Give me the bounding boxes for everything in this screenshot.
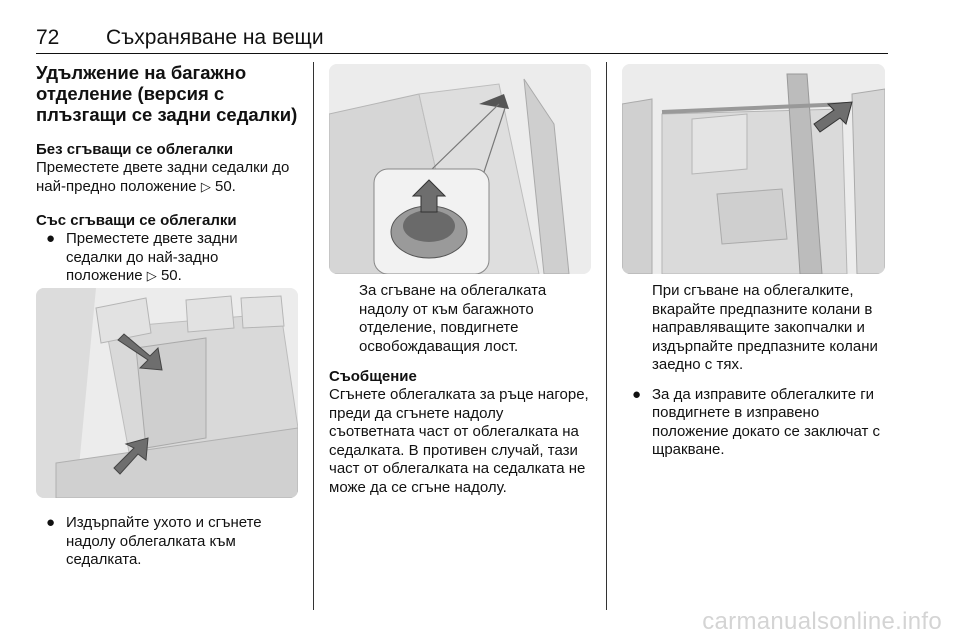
triangle-arrow-icon: ▷ — [146, 268, 157, 283]
column-divider — [313, 62, 314, 610]
page-title: Съхраняване на вещи — [106, 26, 324, 49]
column-1 — [36, 62, 298, 286]
column-3-text — [622, 282, 888, 460]
rear-seat-illustration — [36, 288, 298, 498]
note-heading: Съобщение — [329, 368, 417, 385]
section-heading: Удължение на багажно отделение (версия с плъзгащи се задни седалки) — [36, 62, 298, 125]
bullet-icon: ● — [46, 514, 56, 531]
column-2-text — [329, 282, 591, 497]
bullet-icon: ● — [46, 230, 56, 247]
column-1-bottom — [36, 514, 298, 570]
page-number: 72 — [36, 26, 60, 49]
watermark: carmanualsonline.info — [702, 608, 942, 635]
triangle-arrow-icon: ▷ — [200, 178, 211, 194]
header-rule — [36, 53, 888, 54]
bullet-icon: ● — [632, 385, 642, 403]
list-item: ● Издърпайте ухото и сгънете надолу облегалката към седалката. — [46, 514, 262, 568]
column-divider — [606, 62, 607, 610]
caption-seat-belts: При сгъване на облегалките, вкарайте предпазните колани в направляващите закопчалки и издърпайте предпазните колани заедно с тях. — [652, 282, 878, 373]
paragraph-front-position: Преместете двете задни седалки до най-предно положение ▷ 50. — [36, 159, 290, 195]
subheading-with-folding: Със сгъващи се облегалки — [36, 212, 237, 229]
list-item: ● За да изправите облегалките ги повдигнете в изправено положение докато се заключат с щракване. — [632, 385, 880, 458]
page-header — [36, 20, 888, 54]
caption-release-lever: За сгъване на облегалката надолу от към багажното отделение, повдигнете освобождаващия лост. — [359, 282, 547, 355]
subheading-no-folding: Без сгъващи се облегалки — [36, 141, 234, 158]
seat-belt-illustration — [622, 64, 885, 274]
release-lever-illustration — [329, 64, 591, 274]
note-text: Сгънете облегалката за ръце нагоре, преди да сгънете надолу съответната част от облегалката на седалката. В противен случай, тази част от облегалката на седалката не може да се сгъне надолу. — [329, 386, 589, 496]
list-item: ● Преместете двете задни седалки до най-задно положение ▷ 50. — [46, 230, 238, 284]
